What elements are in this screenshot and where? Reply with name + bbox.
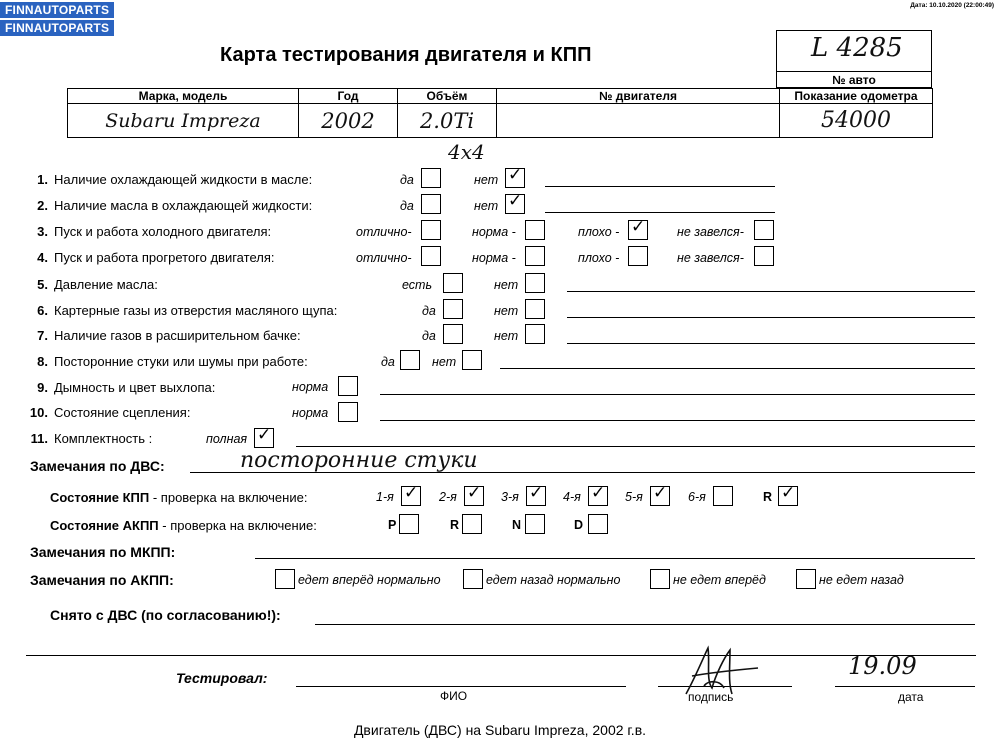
note-line	[315, 624, 975, 625]
removed-label: Снято с ДВС (по согласованию!):	[50, 607, 281, 623]
position-label: N	[512, 518, 522, 532]
option-normal-label: норма -	[472, 251, 516, 265]
option-label: едет назад нормально	[486, 573, 621, 587]
checkbox-no-reverse[interactable]	[796, 569, 816, 589]
note-line	[296, 446, 975, 447]
checkbox-excellent[interactable]	[421, 246, 441, 266]
checkbox-gear-r[interactable]: ✓	[778, 486, 798, 506]
note-line	[500, 368, 975, 369]
akpp-remarks-label: Замечания по АКПП:	[30, 572, 174, 588]
page-title: Карта тестирования двигателя и КПП	[220, 44, 592, 66]
option-yes-label: да	[400, 199, 414, 213]
position-label: R	[450, 518, 460, 532]
option-bad-label: плохо -	[578, 251, 620, 265]
auto-gearbox-label: Состояние АКПП - проверка на включение:	[50, 518, 317, 533]
checkbox-gear-1[interactable]: ✓	[401, 486, 421, 506]
check-item-7: 7. Наличие газов в расширительном бачке:	[37, 328, 301, 343]
checkbox-yes[interactable]	[421, 168, 441, 188]
fio-line	[296, 686, 626, 687]
option-no-label: нет	[494, 278, 519, 292]
col-engine-number: № двигателя	[497, 89, 780, 104]
car-number-label: № авто	[777, 71, 931, 87]
check-item-3: 3. Пуск и работа холодного двигателя:	[37, 224, 272, 239]
date-line	[835, 686, 975, 687]
option-yes-label: да	[422, 329, 436, 343]
check-item-9: 9. Дымность и цвет выхлопа:	[37, 380, 216, 395]
option-full-label: полная	[206, 432, 248, 446]
gear-label: 2-я	[439, 490, 457, 504]
checkbox-gear-4[interactable]: ✓	[588, 486, 608, 506]
note-line	[545, 186, 775, 187]
fio-label: ФИО	[440, 689, 468, 703]
option-not-started-label: не завелся-	[677, 251, 744, 265]
date-label: дата	[898, 690, 924, 704]
gear-label: 4-я	[563, 490, 581, 504]
checkbox-gear-3[interactable]: ✓	[526, 486, 546, 506]
checkbox-no[interactable]	[525, 324, 545, 344]
brand-logo: FINNAUTOPARTS	[0, 20, 114, 36]
col-year: Год	[299, 89, 398, 104]
option-label: не едет назад	[819, 573, 904, 587]
engine-number-value	[497, 104, 780, 138]
col-odometer: Показание одометра	[780, 89, 933, 104]
checkbox-yes[interactable]	[443, 299, 463, 319]
year-value: 2002	[299, 104, 398, 138]
note-line	[567, 291, 975, 292]
check-item-2: 2. Наличие масла в охлаждающей жидкости:	[37, 198, 313, 213]
position-label: P	[388, 518, 397, 532]
checkbox-gear-5[interactable]: ✓	[650, 486, 670, 506]
signature-image	[674, 636, 764, 706]
note-line	[380, 394, 975, 395]
checkbox-present[interactable]	[443, 273, 463, 293]
check-item-6: 6. Картерные газы из отверстия масляного щупа:	[37, 303, 338, 318]
note-line	[255, 558, 975, 559]
checkbox-position-n[interactable]	[525, 514, 545, 534]
checkbox-gear-6[interactable]	[713, 486, 733, 506]
caption: Двигатель (ДВС) на Subaru Impreza, 2002 г.в.	[353, 722, 647, 738]
tested-by-label: Тестировал:	[176, 670, 268, 686]
option-label: едет вперёд нормально	[298, 573, 441, 587]
checkbox-normal[interactable]	[338, 376, 358, 396]
signature-label: подпись	[688, 690, 734, 704]
position-label: D	[574, 518, 584, 532]
checkbox-no[interactable]	[525, 299, 545, 319]
gear-label: 3-я	[501, 490, 519, 504]
checkbox-no[interactable]	[525, 273, 545, 293]
option-normal-label: норма	[292, 406, 329, 420]
checkbox-not-started[interactable]	[754, 246, 774, 266]
gear-label: 5-я	[625, 490, 643, 504]
option-no-label: нет	[494, 304, 519, 318]
note-line	[190, 472, 975, 473]
note-line	[545, 212, 775, 213]
gear-label: R	[763, 490, 773, 504]
car-number: L 4285	[811, 33, 903, 63]
checkbox-position-d[interactable]	[588, 514, 608, 534]
checkbox-forward-normal[interactable]	[275, 569, 295, 589]
option-present-label: есть	[402, 278, 433, 292]
checkbox-bad[interactable]	[628, 246, 648, 266]
checkbox-excellent[interactable]	[421, 220, 441, 240]
option-excellent-label: отлично-	[356, 251, 412, 265]
brand-logo: FINNAUTOPARTS	[0, 2, 114, 18]
check-item-4: 4. Пуск и работа прогретого двигателя:	[37, 250, 275, 265]
checkbox-no[interactable]: ✓	[505, 168, 525, 188]
gear-label: 1-я	[376, 490, 394, 504]
gearbox-label: Состояние КПП - проверка на включение:	[50, 490, 308, 505]
checkbox-position-p[interactable]	[399, 514, 419, 534]
note-line	[26, 655, 976, 656]
checkbox-normal[interactable]	[338, 402, 358, 422]
note-line	[380, 420, 975, 421]
checkbox-normal[interactable]	[525, 246, 545, 266]
volume-value: 2.0Ti	[398, 104, 497, 138]
option-normal-label: норма -	[472, 225, 516, 239]
car-number-box	[776, 30, 932, 88]
checkbox-no[interactable]	[462, 350, 482, 370]
date-value: 19.09	[848, 652, 917, 680]
check-item-10: 10. Состояние сцепления:	[29, 405, 191, 420]
checkbox-bad[interactable]: ✓	[628, 220, 648, 240]
gear-label: 6-я	[688, 490, 706, 504]
check-item-5: 5. Давление масла:	[37, 277, 158, 292]
date-stamp: Дата: 10.10.2020 (22:00:49)	[910, 2, 994, 9]
odometer-value: 54000	[780, 104, 933, 138]
option-excellent-label: отлично-	[356, 225, 412, 239]
checkbox-yes[interactable]	[443, 324, 463, 344]
checkbox-not-started[interactable]	[754, 220, 774, 240]
option-no-label: нет	[494, 329, 519, 343]
option-no-label: нет	[474, 199, 499, 213]
checkbox-position-r[interactable]	[462, 514, 482, 534]
check-item-8: 8. Посторонние стуки или шумы при работе:	[37, 354, 308, 369]
checkbox-gear-2[interactable]: ✓	[464, 486, 484, 506]
option-yes-label: да	[422, 304, 436, 318]
note-line	[567, 343, 975, 344]
note-line	[567, 317, 975, 318]
drive-note: 4x4	[448, 140, 485, 164]
mkpp-remarks-label: Замечания по МКПП:	[30, 544, 176, 560]
checkbox-full[interactable]: ✓	[254, 428, 274, 448]
col-volume: Объём	[398, 89, 497, 104]
option-not-started-label: не завелся-	[677, 225, 744, 239]
check-item-1: 1. Наличие охлаждающей жидкости в масле:	[37, 172, 313, 187]
check-item-11: 11. Комплектность :	[30, 431, 153, 446]
checkbox-yes[interactable]	[400, 350, 420, 370]
engine-remarks-label: Замечания по ДВС:	[30, 458, 165, 474]
option-label: не едет вперёд	[673, 573, 766, 587]
checkbox-no[interactable]: ✓	[505, 194, 525, 214]
option-normal-label: норма	[292, 380, 329, 394]
option-no-label: нет	[474, 173, 499, 187]
option-bad-label: плохо -	[578, 225, 620, 239]
option-yes-label: да	[381, 355, 395, 369]
make-model-value: Subaru Impreza	[68, 104, 299, 138]
checkbox-yes[interactable]	[421, 194, 441, 214]
checkbox-no-forward[interactable]	[650, 569, 670, 589]
option-no-label: нет	[432, 355, 457, 369]
option-yes-label: да	[400, 173, 414, 187]
vehicle-info-table	[67, 88, 933, 138]
col-make-model: Марка, модель	[68, 89, 299, 104]
checkbox-reverse-normal[interactable]	[463, 569, 483, 589]
engine-remarks-value: посторонние стуки	[240, 448, 478, 473]
checkbox-normal[interactable]	[525, 220, 545, 240]
